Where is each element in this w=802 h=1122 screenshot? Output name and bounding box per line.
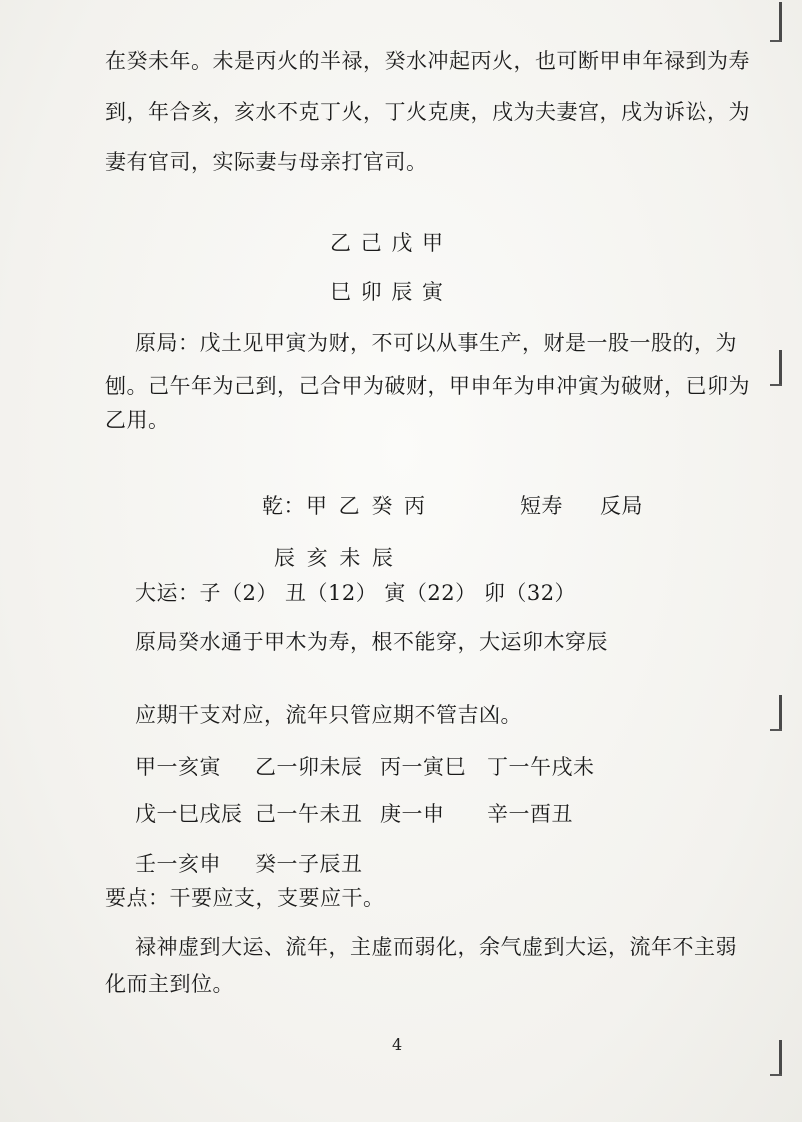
correspondence-2-4: 辛一酉丑 bbox=[487, 802, 573, 826]
page-number: 4 bbox=[392, 1035, 403, 1054]
scan-edge-mark bbox=[779, 695, 782, 731]
scan-edge-mark bbox=[779, 2, 782, 42]
paragraph-5-line-1: 禄神虚到大运、流年，主虚而弱化，余气虚到大运，流年不主弱 bbox=[135, 935, 737, 959]
scan-edge-tick bbox=[770, 1074, 782, 1076]
chart-2-stems: 甲 乙 癸 丙 bbox=[306, 494, 426, 518]
correspondence-1-1: 甲一亥寅 bbox=[135, 755, 221, 779]
paragraph-3: 原局癸水通于甲木为寿，根不能穿，大运卯木穿辰 bbox=[135, 630, 608, 654]
chart-2-label: 乾： bbox=[262, 494, 305, 518]
correspondence-2-1: 戊一巳戌辰 bbox=[135, 802, 243, 826]
paragraph-1-line-1: 在癸未年。未是丙火的半禄，癸水冲起丙火，也可断甲申年禄到为寿 bbox=[105, 49, 750, 73]
scan-edge-mark bbox=[779, 350, 782, 386]
paragraph-4: 应期干支对应，流年只管应期不管吉凶。 bbox=[135, 703, 522, 727]
paragraph-2-line-1: 原局：戊土见甲寅为财，不可以从事生产，财是一股一股的，为 bbox=[135, 331, 737, 355]
chart-2-note-reverse: 反局 bbox=[600, 494, 643, 518]
correspondence-3-2: 癸一子辰丑 bbox=[255, 852, 363, 876]
correspondence-2-3: 庚一申 bbox=[380, 802, 445, 826]
chart-2-branches: 辰 亥 未 辰 bbox=[274, 546, 394, 570]
chart-2-note-short-life: 短寿 bbox=[520, 494, 563, 518]
scan-edge-tick bbox=[770, 729, 782, 731]
paragraph-2-line-3: 乙用。 bbox=[105, 408, 170, 432]
paragraph-5-line-2: 化而主到位。 bbox=[105, 972, 234, 996]
dayun-line: 大运：子（2） 丑（12） 寅（22） 卯（32） bbox=[135, 581, 577, 605]
correspondence-3-1: 壬一亥申 bbox=[135, 852, 221, 876]
paragraph-1-line-3: 妻有官司，实际妻与母亲打官司。 bbox=[105, 150, 428, 174]
correspondence-2-2: 己一午未丑 bbox=[255, 802, 363, 826]
scan-edge-mark bbox=[779, 1040, 782, 1076]
chart-1-branches: 巳 卯 辰 寅 bbox=[330, 280, 444, 304]
correspondence-1-3: 丙一寅巳 bbox=[380, 755, 466, 779]
correspondence-1-2: 乙一卯未辰 bbox=[255, 755, 363, 779]
scan-edge-tick bbox=[770, 384, 782, 386]
paragraph-2-line-2: 刨。己午年为己到，己合甲为破财，甲申年为申冲寅为破财，已卯为 bbox=[105, 374, 750, 398]
chart-1-stems: 乙 己 戊 甲 bbox=[330, 231, 444, 255]
scan-edge-tick bbox=[770, 40, 782, 42]
key-point: 要点：干要应支，支要应干。 bbox=[105, 886, 385, 910]
correspondence-1-4: 丁一午戌未 bbox=[487, 755, 595, 779]
paragraph-1-line-2: 到，年合亥，亥水不克丁火，丁火克庚，戌为夫妻宫，戌为诉讼，为 bbox=[105, 100, 750, 124]
